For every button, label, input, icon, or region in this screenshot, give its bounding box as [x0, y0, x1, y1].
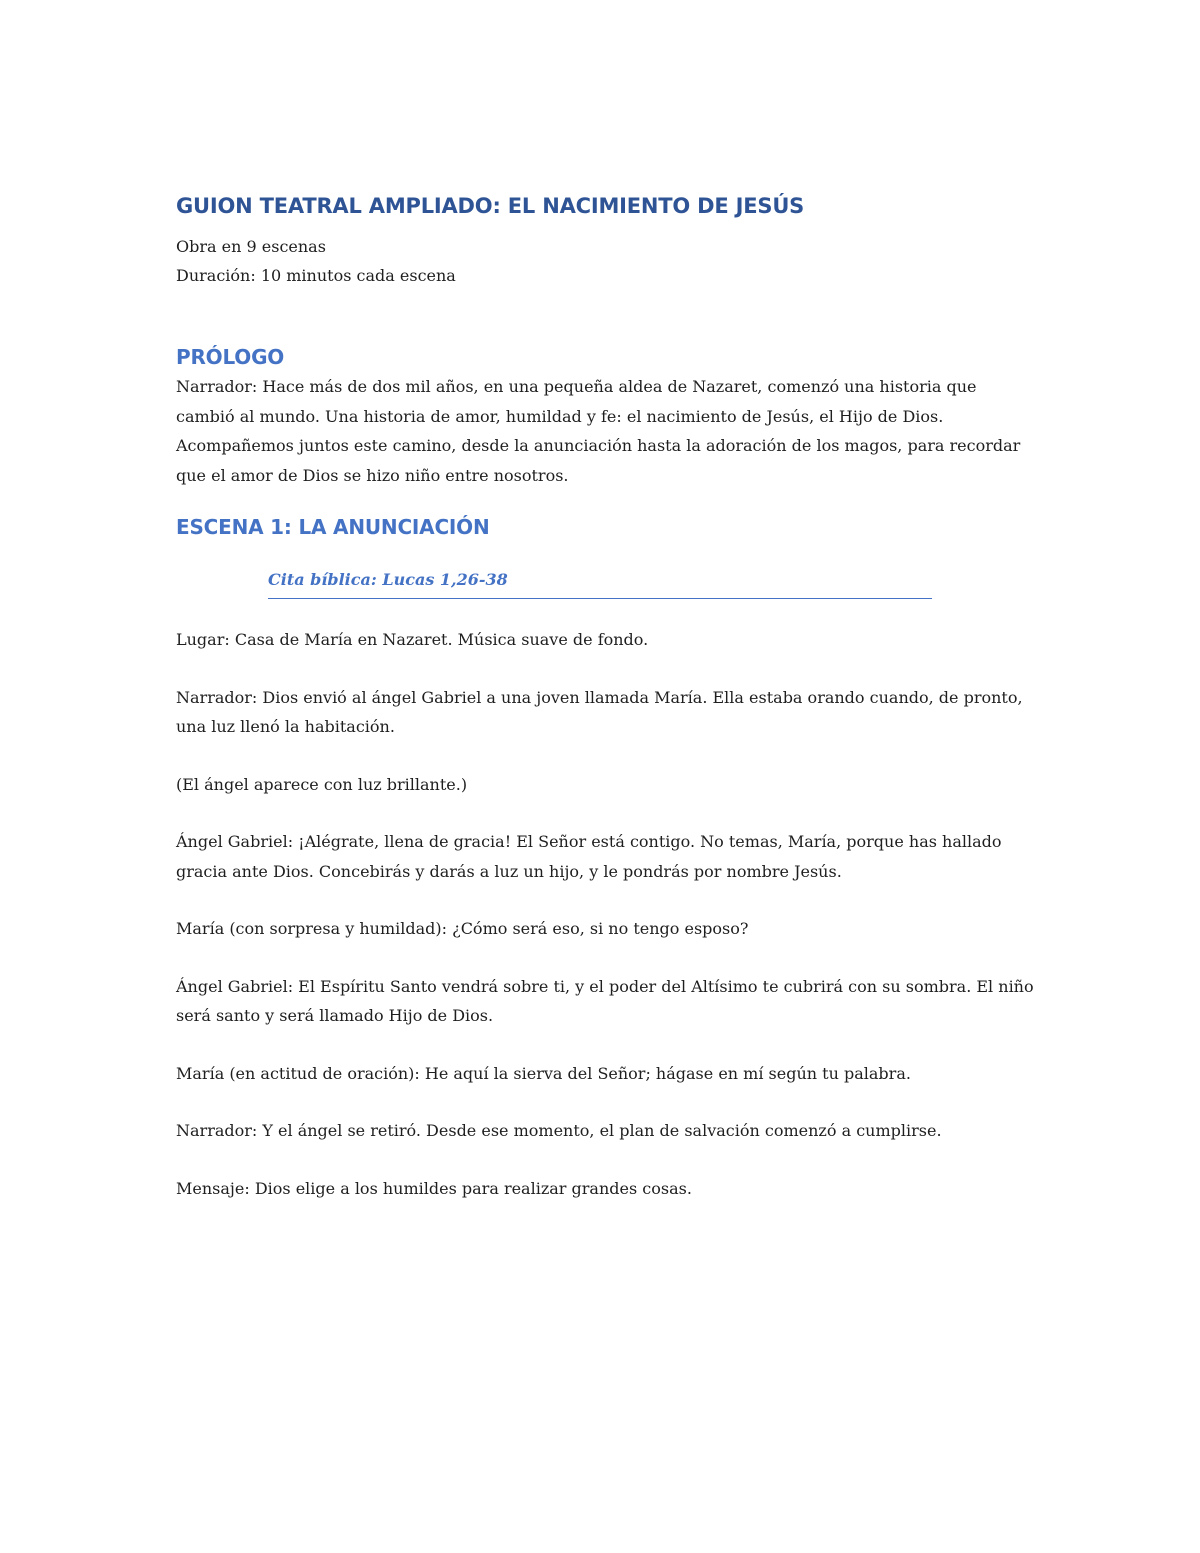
scene1-heading: ESCENA 1: LA ANUNCIACIÓN [176, 515, 490, 539]
meta-duration: Duración: 10 minutos cada escena [176, 266, 456, 285]
scene1-citation-block [268, 566, 932, 599]
scene1-gabriel-1: Ángel Gabriel: ¡Alégrate, llena de gracia! El Señor está contigo. No temas, María, porque has hallado gracia ante Dios. Concebirás y darás a luz un hijo, y le pondrás por nombre Jesús. [176, 832, 1002, 881]
scene1-gabriel-2: Ángel Gabriel: El Espíritu Santo vendrá sobre ti, y el poder del Altísimo te cubrirá con su sombra. El niño será santo y será llamado Hijo de Dios. [176, 976, 1034, 1025]
scene1-citation: Cita bíblica: Lucas 1,26-38 [268, 570, 508, 589]
scene1-narrator-2: Narrador: Y el ángel se retiró. Desde ese momento, el plan de salvación comenzó a cumplirse. [176, 1121, 942, 1140]
prologue-heading: PRÓLOGO [176, 345, 285, 369]
scene1-message: Mensaje: Dios elige a los humildes para realizar grandes cosas. [176, 1178, 692, 1198]
scene1-maria-2: María (en actitud de oración): He aquí la sierva del Señor; hágase en mí según tu palabra. [176, 1063, 911, 1083]
prologue-text: Narrador: Hace más de dos mil años, en una pequeña aldea de Nazaret, comenzó una historia que cambió al mundo. Una historia de amor, humildad y fe: el nacimiento de Jesús, el Hijo de Dios. Acompañemos juntos este camino, desde la anunciación hasta la adoración de los magos, para recordar que el amor de Dios se hizo niño entre nosotros. [176, 377, 1021, 485]
meta-scene-count: Obra en 9 escenas [176, 237, 326, 256]
document-title: GUION TEATRAL AMPLIADO: EL NACIMIENTO DE JESÚS [176, 194, 805, 218]
scene1-stage-direction: (El ángel aparece con luz brillante.) [176, 774, 468, 794]
scene1-place: Lugar: Casa de María en Nazaret. Música suave de fondo. [176, 630, 649, 649]
scene1-maria-1: María (con sorpresa y humildad): ¿Cómo será eso, si no tengo esposo? [176, 919, 749, 938]
scene1-narrator-1: Narrador: Dios envió al ángel Gabriel a una joven llamada María. Ella estaba orando cuando, de pronto, una luz llenó la habitación. [176, 687, 1023, 736]
document-content [176, 190, 1036, 1231]
